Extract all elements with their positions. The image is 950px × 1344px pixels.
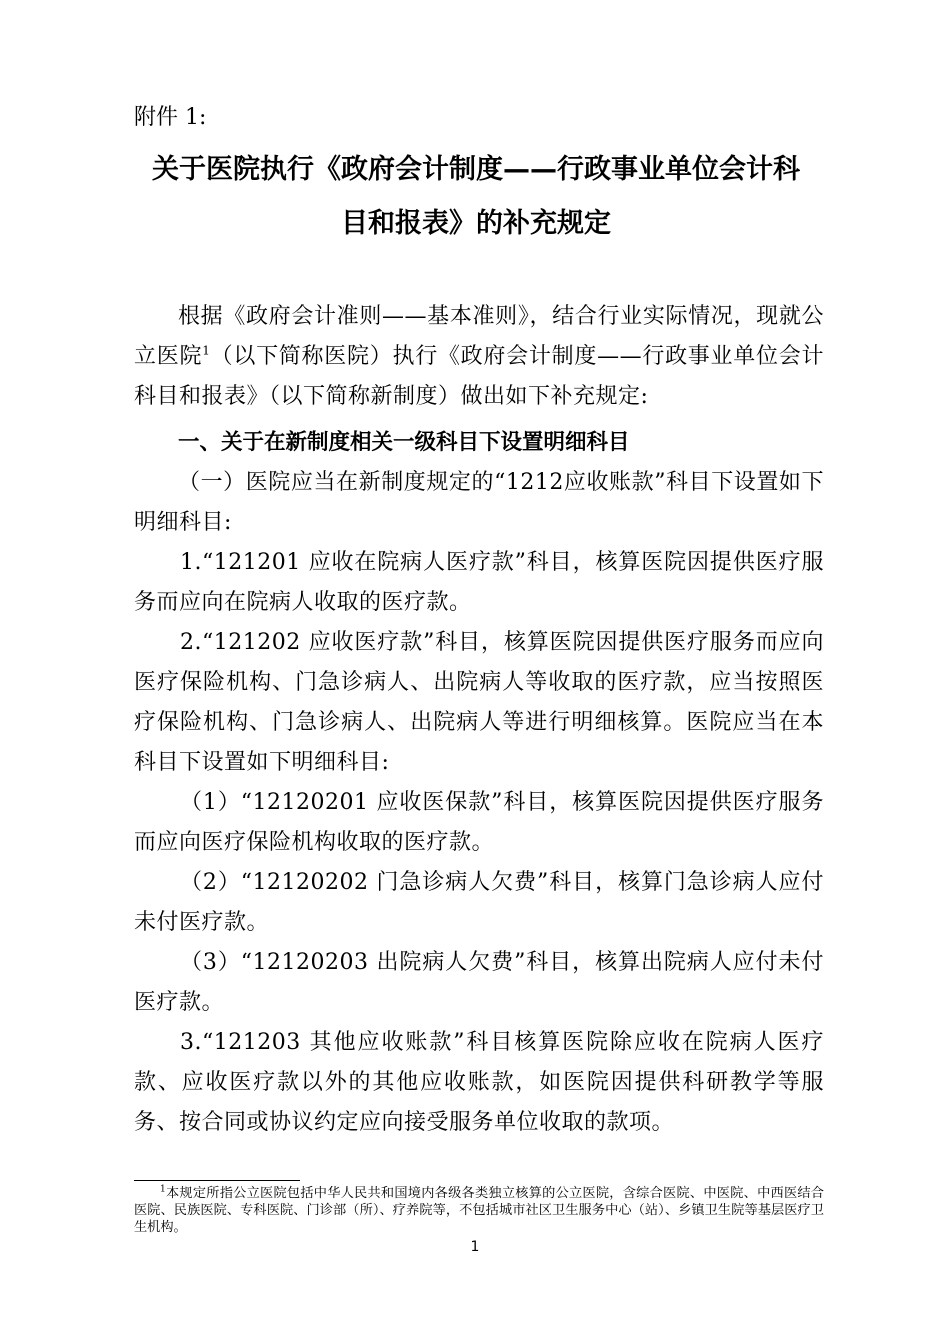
item-2-paragraph: 2.“121202 应收医疗款”科目，核算医院因提供医疗服务而应向医疗保险机构、门急诊病人、出院病人等收取的医疗款，应当按照医疗保险机构、门急诊病人、出院病人等进行明细核算。医院应当在本科目下设置如下明细科目: — [134, 630, 824, 775]
item-3-paragraph: 3.“121203 其他应收账款”科目核算医院除应收在院病人医疗款、应收医疗款以外的其他应收账款，如医院因提供科研教学等服务、按合同或协议约定应向接受服务单位收取的款项。 — [134, 1030, 824, 1135]
subsection-paragraph-1: （一）医院应当在新制度规定的“1212应收账款”科目下设置如下明细科目: — [134, 470, 824, 535]
intro-text-1: 根据《政府会计准则——基本准则》，结合行业实际情况，现就公立医院 — [134, 304, 824, 369]
footnote — [134, 1185, 824, 1236]
sub-item-paragraph: （1）“12120201 应收医保款”科目，核算医院因提供医疗服务而应向医疗保险机构收取的医疗款。 — [134, 790, 824, 855]
footnote-reference: 1 — [202, 343, 211, 358]
footnote-text: 本规定所指公立医院包括中华人民共和国境内各级各类独立核算的公立医院，含综合医院、中医院、中西医结合医院、民族医院、专科医院、门诊部（所）、疗养院等，不包括城市社区卫生服务中心（站）、乡镇卫生院等基层医疗卫生机构。 — [134, 1186, 824, 1235]
sub-item-paragraph: （2）“12120202 门急诊病人欠费”科目，核算门急诊病人应付未付医疗款。 — [134, 870, 824, 935]
attachment-label: 附件 1: — [134, 105, 207, 130]
sub-item-paragraph: （3）“12120203 出院病人欠费”科目，核算出院病人应付未付医疗款。 — [134, 950, 824, 1015]
intro-paragraph — [134, 297, 824, 417]
page-number: 1 — [470, 1239, 480, 1255]
item-1-paragraph: 1.“121201 应收在院病人医疗款”科目，核算医院因提供医疗服务而应向在院病人收取的医疗款。 — [134, 550, 824, 615]
intro-text-2: （以下简称医院）执行《政府会计制度——行政事业单位会计科目和报表》（以下简称新制度）做出如下补充规定: — [134, 344, 824, 409]
document-body — [134, 297, 824, 1143]
title-line-2: 目和报表》的补充规定 — [341, 208, 611, 239]
title-line-1: 关于医院执行《政府会计制度——行政事业单位会计科 — [152, 154, 800, 185]
section-heading-1: 一、关于在新制度相关一级科目下设置明细科目 — [178, 430, 630, 455]
footnote-marker: 1 — [160, 1184, 166, 1195]
footnote-separator — [134, 1180, 300, 1181]
